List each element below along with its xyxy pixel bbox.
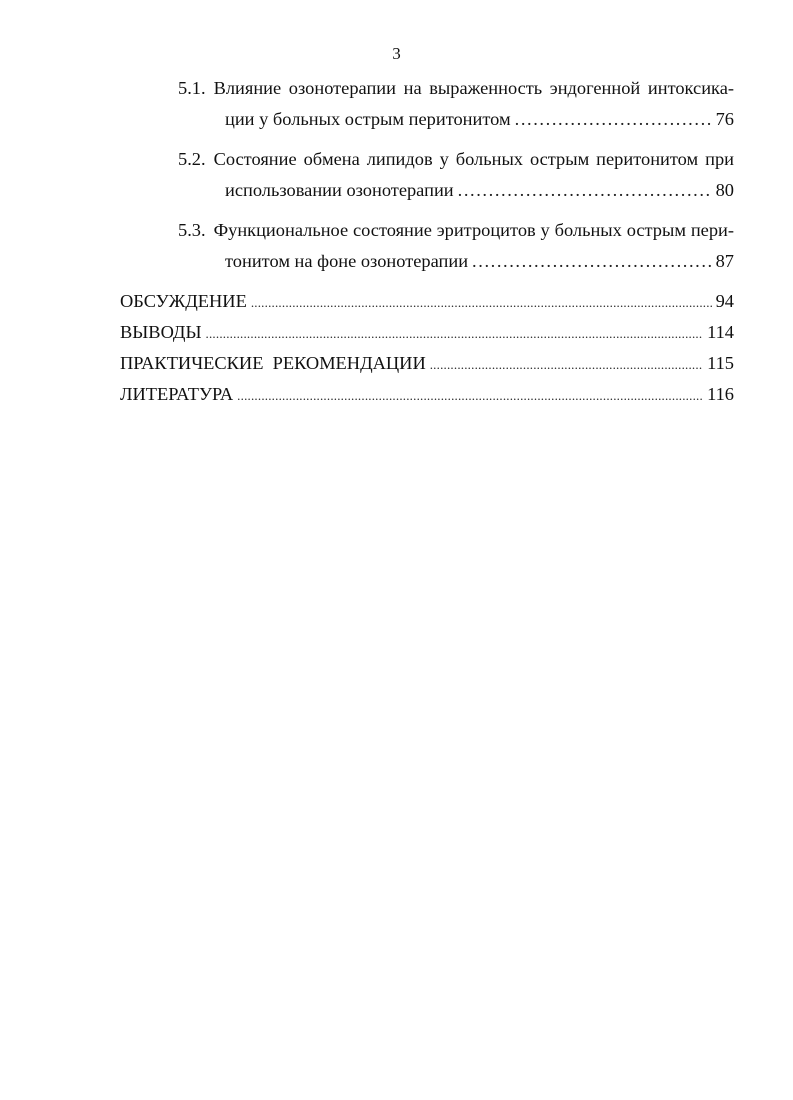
chapter-title: ОБСУЖДЕНИЕ bbox=[120, 291, 247, 311]
leader-dots bbox=[251, 287, 712, 318]
leader-dots bbox=[430, 349, 703, 380]
section-number: 5.1. bbox=[178, 78, 206, 98]
page-number: 3 bbox=[392, 44, 401, 63]
page-reference: 116 bbox=[707, 384, 734, 404]
section-title-line2: тонитом на фоне озонотерапии bbox=[225, 251, 469, 271]
page-reference: 76 bbox=[715, 109, 734, 129]
chapter-title: ЛИТЕРАТУРА bbox=[120, 384, 234, 404]
section-title-line2: использовании озонотерапии bbox=[225, 180, 454, 200]
toc-entry-5-1 bbox=[178, 73, 734, 135]
leader-dots bbox=[472, 246, 712, 277]
chapter-title: ВЫВОДЫ bbox=[120, 322, 202, 342]
table-of-contents bbox=[120, 73, 734, 410]
toc-entry-5-2 bbox=[178, 144, 734, 206]
leader-dots bbox=[515, 104, 712, 135]
toc-entry-recommendations bbox=[120, 348, 734, 379]
toc-entry-literature bbox=[120, 379, 734, 410]
leader-dots bbox=[206, 318, 704, 349]
page-reference: 115 bbox=[707, 353, 734, 373]
section-number: 5.2. bbox=[178, 149, 206, 169]
toc-entry-5-3 bbox=[178, 215, 734, 277]
chapter-title: ПРАКТИЧЕСКИЕ РЕКОМЕНДАЦИИ bbox=[120, 353, 426, 373]
section-number: 5.3. bbox=[178, 220, 206, 240]
page-reference: 87 bbox=[715, 251, 734, 271]
leader-dots bbox=[458, 175, 712, 206]
page-reference: 80 bbox=[715, 180, 734, 200]
section-title-line1: Функциональное состояние эритроцитов у больных острым пери- bbox=[213, 220, 734, 240]
section-title-line1: Состояние обмена липидов у больных острым перитонитом при bbox=[213, 149, 734, 169]
toc-entry-conclusions bbox=[120, 317, 734, 348]
toc-entry-discussion bbox=[120, 286, 734, 317]
section-title-line2: ции у больных острым перитонитом bbox=[225, 109, 511, 129]
page-reference: 94 bbox=[715, 291, 734, 311]
leader-dots bbox=[237, 380, 703, 411]
section-title-line1: Влияние озонотерапии на выраженность эндогенной интоксика- bbox=[213, 78, 734, 98]
page-reference: 114 bbox=[707, 322, 734, 342]
